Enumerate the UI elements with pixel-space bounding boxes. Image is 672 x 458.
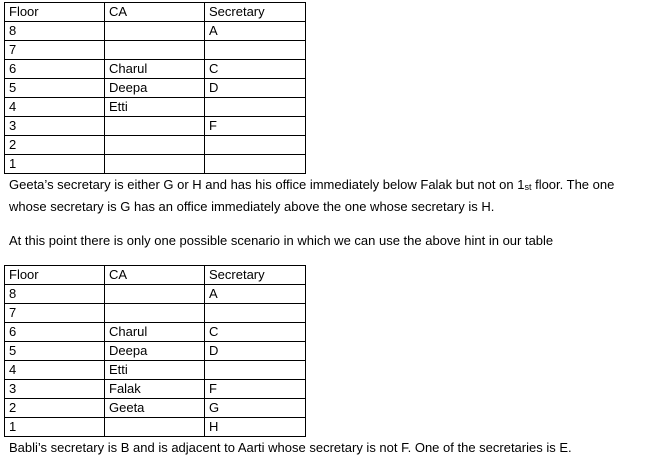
table-row: [5, 136, 306, 155]
secretary-cell: C: [205, 60, 306, 79]
table-row: [5, 155, 306, 174]
header-floor: Floor: [5, 266, 105, 285]
ca-cell: Geeta: [105, 399, 205, 418]
table-row: [5, 399, 306, 418]
table-row: [5, 418, 306, 437]
secretary-cell: H: [205, 418, 306, 437]
floor-cell: 4: [5, 98, 105, 117]
hint-text-before-ordinal: Geeta’s secretary is either G or H and has his office immediately below Falak but not on 1: [9, 177, 525, 192]
hint-line-1: [9, 175, 669, 197]
floor-cell: 2: [5, 399, 105, 418]
floor-cell: 2: [5, 136, 105, 155]
floor-cell: 5: [5, 342, 105, 361]
floor-cell: 4: [5, 361, 105, 380]
secretary-cell: D: [205, 79, 306, 98]
floor-cell: 8: [5, 22, 105, 41]
ca-cell: [105, 41, 205, 60]
floor-cell: 5: [5, 79, 105, 98]
ca-cell: [105, 285, 205, 304]
ordinal-suffix: st: [524, 182, 532, 192]
floor-cell: 8: [5, 285, 105, 304]
secretary-cell: F: [205, 117, 306, 136]
ca-cell: Deepa: [105, 79, 205, 98]
ca-cell: [105, 155, 205, 174]
header-floor: Floor: [5, 3, 105, 22]
floor-cell: 3: [5, 117, 105, 136]
secretary-cell: [205, 155, 306, 174]
ca-cell: [105, 22, 205, 41]
clue-paragraph: Babli’s secretary is B and is adjacent to Aarti whose secretary is not F. One of the secretaries is E.: [9, 440, 572, 455]
table-header-row: [5, 266, 306, 285]
floor-cell: 1: [5, 155, 105, 174]
floor-cell: 6: [5, 60, 105, 79]
secretary-cell: [205, 41, 306, 60]
secretary-cell: [205, 304, 306, 323]
ca-cell: Etti: [105, 98, 205, 117]
table-header-row: [5, 3, 306, 22]
secretary-cell: A: [205, 285, 306, 304]
secretary-cell: G: [205, 399, 306, 418]
secretary-cell: C: [205, 323, 306, 342]
ca-cell: Falak: [105, 380, 205, 399]
hint-line-2: whose secretary is G has an office immediately above the one whose secretary is H.: [9, 199, 495, 214]
table-row: [5, 60, 306, 79]
table-row: [5, 342, 306, 361]
secretary-cell: D: [205, 342, 306, 361]
table-row: [5, 361, 306, 380]
header-ca: CA: [105, 266, 205, 285]
ca-cell: Charul: [105, 323, 205, 342]
floor-cell: 6: [5, 323, 105, 342]
table-row: [5, 380, 306, 399]
header-ca: CA: [105, 3, 205, 22]
floor-cell: 7: [5, 304, 105, 323]
table-row: [5, 323, 306, 342]
header-secretary: Secretary: [205, 266, 306, 285]
table-row: [5, 79, 306, 98]
secretary-cell: [205, 136, 306, 155]
ca-cell: [105, 136, 205, 155]
floor-cell: 1: [5, 418, 105, 437]
secretary-cell: [205, 361, 306, 380]
secretary-cell: F: [205, 380, 306, 399]
table-row: [5, 117, 306, 136]
ca-cell: Deepa: [105, 342, 205, 361]
floor-table-initial: [4, 2, 306, 174]
header-secretary: Secretary: [205, 3, 306, 22]
floor-table-updated: [4, 265, 306, 437]
ca-cell: [105, 304, 205, 323]
secretary-cell: [205, 98, 306, 117]
ca-cell: Etti: [105, 361, 205, 380]
table-row: [5, 41, 306, 60]
ca-cell: [105, 418, 205, 437]
hint-paragraph: [9, 175, 669, 217]
hint-text-after-ordinal: floor. The one: [531, 177, 615, 192]
table-row: [5, 285, 306, 304]
secretary-cell: A: [205, 22, 306, 41]
table-row: [5, 304, 306, 323]
table-row: [5, 22, 306, 41]
scenario-paragraph: At this point there is only one possible scenario in which we can use the above hint in our table: [9, 233, 554, 248]
floor-cell: 3: [5, 380, 105, 399]
ca-cell: Charul: [105, 60, 205, 79]
table-row: [5, 98, 306, 117]
floor-cell: 7: [5, 41, 105, 60]
ca-cell: [105, 117, 205, 136]
